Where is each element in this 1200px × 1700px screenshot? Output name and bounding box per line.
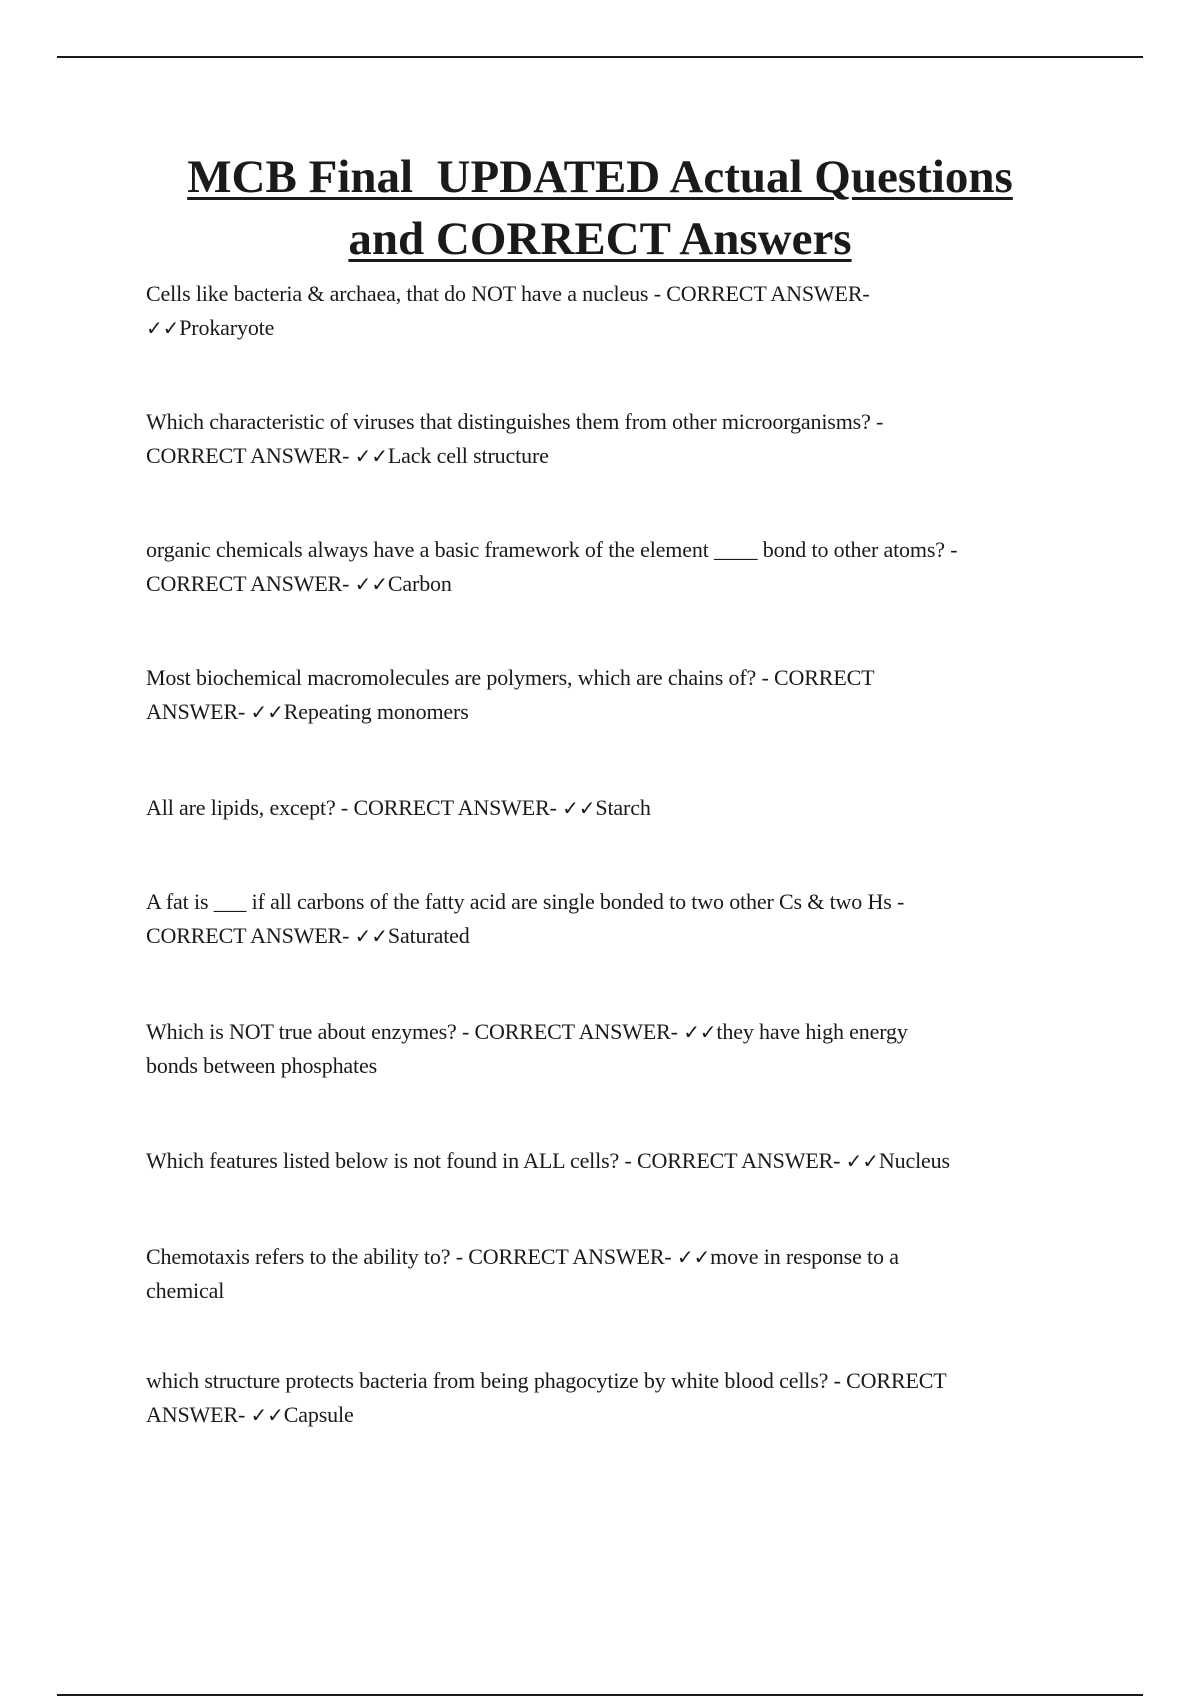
header-rule xyxy=(57,56,1143,58)
answer-prefix: ANSWER- xyxy=(146,699,251,724)
answer-text: Nucleus xyxy=(878,1148,950,1173)
qa-item-2 xyxy=(146,405,1066,473)
checkmark-icon: ✓✓ xyxy=(683,1020,717,1044)
answer-prefix: CORRECT ANSWER- xyxy=(146,571,355,596)
answer-text: Saturated xyxy=(387,923,470,948)
checkmark-icon: ✓✓ xyxy=(354,924,388,948)
qa-item-7 xyxy=(146,1015,1066,1083)
qa-item-6 xyxy=(146,885,1066,953)
answer-prefix: ANSWER- xyxy=(146,1402,251,1427)
question-text: Most biochemical macromolecules are polymers, which are chains of? - CORRECT xyxy=(146,665,875,690)
checkmark-icon: ✓✓ xyxy=(354,572,388,596)
qa-item-5 xyxy=(146,791,1066,825)
checkmark-icon: ✓✓ xyxy=(146,316,180,340)
checkmark-icon: ✓✓ xyxy=(845,1149,879,1173)
title-line-2: and CORRECT Answers xyxy=(348,213,852,265)
qa-item-9 xyxy=(146,1240,1066,1308)
answer-prefix: CORRECT ANSWER- xyxy=(146,443,355,468)
checkmark-icon: ✓✓ xyxy=(676,1245,711,1269)
question-text: A fat is ___ if all carbons of the fatty acid are single bonded to two other Cs & two Hs - xyxy=(146,889,905,914)
qa-item-3 xyxy=(146,533,1066,601)
answer-text-continued: chemical xyxy=(146,1278,225,1303)
answer-text: Carbon xyxy=(387,571,452,596)
answer-text: Prokaryote xyxy=(179,315,275,340)
qa-item-4 xyxy=(146,661,1066,729)
qa-item-10 xyxy=(146,1364,1066,1432)
question-text: Which is NOT true about enzymes? - CORRECT ANSWER- xyxy=(146,1019,684,1044)
answer-text: they have high energy xyxy=(716,1019,908,1044)
answer-text: Capsule xyxy=(283,1402,354,1427)
question-text: All are lipids, except? - CORRECT ANSWER- xyxy=(146,795,563,820)
checkmark-icon: ✓✓ xyxy=(250,700,284,724)
question-text: which structure protects bacteria from being phagocytize by white blood cells? - CORRECT xyxy=(146,1368,947,1393)
answer-prefix: CORRECT ANSWER- xyxy=(146,923,355,948)
checkmark-icon: ✓✓ xyxy=(354,444,388,468)
question-text: Which features listed below is not found in ALL cells? - CORRECT ANSWER- xyxy=(146,1148,846,1173)
question-text: organic chemicals always have a basic framework of the element ____ bond to other atoms? - xyxy=(146,537,958,562)
answer-text: Starch xyxy=(595,795,651,820)
answer-text-continued: bonds between phosphates xyxy=(146,1053,378,1078)
question-text: Which characteristic of viruses that distinguishes them from other microorganisms? - xyxy=(146,409,884,434)
checkmark-icon: ✓✓ xyxy=(250,1403,284,1427)
footer-rule xyxy=(57,1694,1143,1696)
answer-text: Repeating monomers xyxy=(283,699,469,724)
question-text: Chemotaxis refers to the ability to? - CORRECT ANSWER- xyxy=(146,1244,677,1269)
answer-text: move in response to a xyxy=(710,1244,899,1269)
qa-item-8 xyxy=(146,1144,1066,1178)
document-title xyxy=(60,146,1140,270)
title-line-1: MCB Final UPDATED Actual Questions xyxy=(187,151,1013,203)
question-text: Cells like bacteria & archaea, that do NOT have a nucleus - CORRECT ANSWER- xyxy=(146,281,870,306)
checkmark-icon: ✓✓ xyxy=(562,796,596,820)
answer-text: Lack cell structure xyxy=(387,443,549,468)
qa-item-1 xyxy=(146,277,1066,345)
